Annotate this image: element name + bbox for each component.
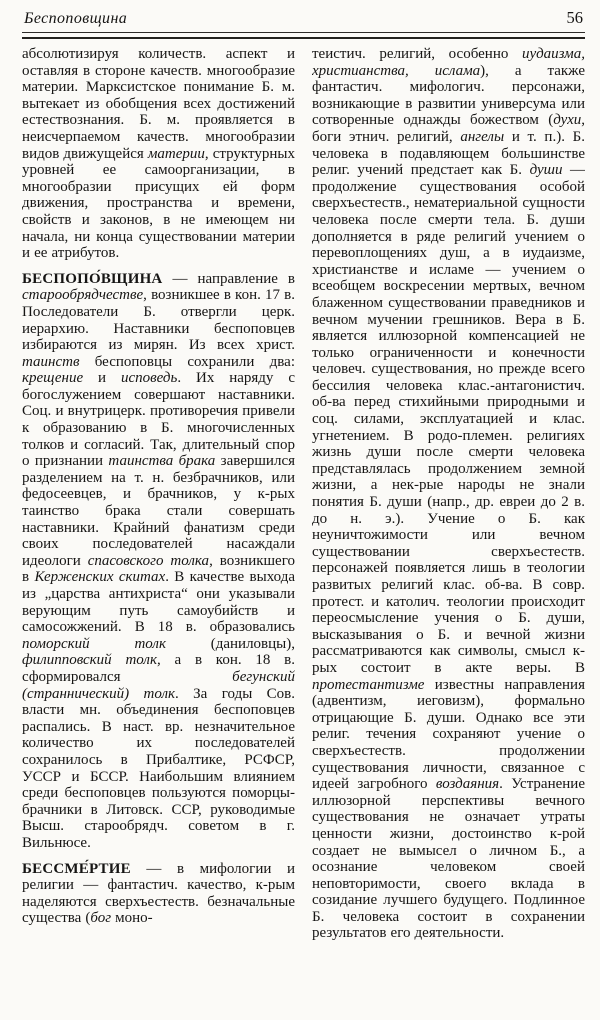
paragraph-continuation-bessmertie: теистич. религий, особенно иудаизма, христианства, ислама), а также фантастич. мифологич. персонажи, возникающие в развитии универсума или сотворенные однажды божеством (духи, боги этнич. религий, ангелы и т. п.). Б. человека в подавляющем большинстве религ. учений предстает как Б. души — продолжение существования особой сверхъестеств., нематериальной сущности человека после смерти тела. Б. души дополняется в ряде религий учением о перевоплощениях душ, а в иудаизме, христианстве и исламе — учением о всеобщем воскресении мертвых, вечном блаженном существовании праведников и вечном мучении грешников. Вера в Б. является иллюзорной компенсацией не только ограниченности и конечности человеч. существования, но прежде всего бессилия человека клас.-антагонистич. об-ва перед стихийными природными и соц. силами, эксплуатацией и клас. угнетением. В родо-племен. религиях жизнь души после смерти человека представлялась продолжением земной жизни, а нек-рые народы не знали понятия Б. души (напр., др. евреи до 2 в. до н. э.). Учение о Б. как неуничтожимости или вечном существовании сверхъестеств. персонажей появляется лишь в теологии развитых религий клас. об-ва. В совр. протест. и католич. теологии происходит переосмысление учения о Б. души, высказывания о Б. и вечной жизни рассматриваются как символы, смысл к-рых состоит в акте веры. В протестантизме известны направления (адвентизм, иеговизм), формально отрицающие Б. души. Однако все эти религ. течения сохраняют учение о сверхъестеств. продолжении существования личности, связанное с идеей загробного воздаяния. Устранение иллюзорной перспективы вечного существования не означает утраты ценности жизни, достоинство к-рой создает не вымысел о личном Б., а осознание человеком своей неповторимости, своего вклада в созидание лучшего будущего. Подлинное Б. человека состоит в сохранении результатов его деятельности. [312, 46, 585, 942]
text-columns [22, 46, 585, 1001]
entry-headword: БЕССМЕ́РТИЕ [22, 860, 131, 877]
header-rule-thick [22, 37, 585, 39]
entry-headword: БЕСПОПО́ВЩИНА [22, 270, 163, 287]
header-rule-thin [22, 32, 585, 33]
entry-bespopovshchina: БЕСПОПО́ВЩИНА — направление в старообрядчестве, возникшее в кон. 17 в. Последователи Б. отвергли церк. иерархию. Наставники беспоповцев избираются из мирян. Из всех христ. таинств беспоповцы сохранили два: крещение и исповедь. Их наряду с богослужением совершают наставники. Соц. и внутрицерк. противоречия привели к образованию в Б. многочисленных толков и согласий. Так, длительный спор о признании таинства брака завершился разделением на т. н. безбрачников, или федосеевцев, и брачников, у к-рых таинство брака стали совершать наставники. Крайний фанатизм среди своих последователей насаждали идеологи спасовского толка, возникшего в Керженских скитах. В качестве выхода из „царства антихриста“ они указывали верующим путь самоубийств и самосожжений. В 18 в. образовались поморский толк (даниловцы), филипповский толк, а в кон. 18 в. сформировался бегунский (страннический) толк. За годы Сов. власти мн. объединения беспоповцев распались. В наст. вр. незначительное количество их последователей сохранилось в Прибалтике, РСФСР, УССР и БССР. Наибольшим влиянием среди беспоповцев пользуются поморцы-брачники в Литовск. ССР, руководимые Высш. старообрядч. советом в г. Вильнюсе. [22, 270, 295, 851]
page-header [22, 6, 585, 31]
left-column [22, 46, 295, 1001]
right-column [312, 46, 585, 1001]
entry-bessmertie: БЕССМЕ́РТИЕ — в мифологии и религии — фантастич. качество, к-рым наделяются сверхъестеств. безначальные существа (бог моно- [22, 860, 295, 927]
page-number: 56 [566, 8, 583, 27]
running-title: Беспоповщина [24, 10, 128, 27]
paragraph-continuation-previous-entry: абсолютизируя количеств. аспект и оставляя в стороне качеств. многообразие материи. Марксистское понимание Б. м. вытекает из обобщения всех достижений естествознания. Б. м. проявляется в неисчерпаемом качеств. многообразии видов движущейся материи, структурных уровней ее самоорганизации, в многообразии присущих ей форм движения, пространства и времени, свойств и законов, в не имеющем ни начала, ни конца существовании материи и ее атрибутов. [22, 46, 295, 262]
